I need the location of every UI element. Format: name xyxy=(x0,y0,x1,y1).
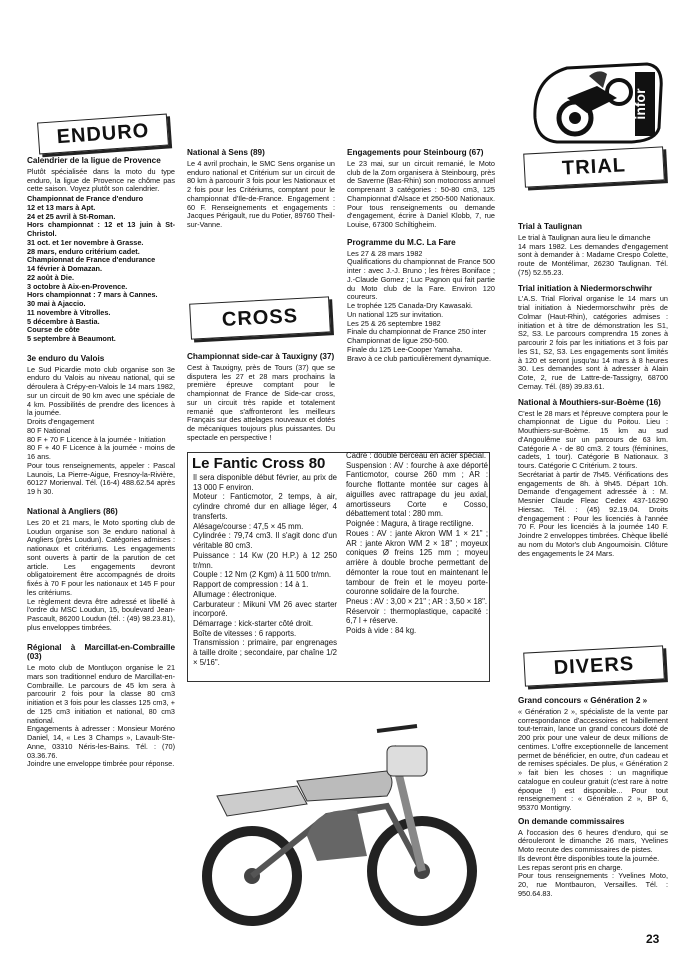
article-heading: National à Sens (89) xyxy=(187,148,265,157)
enduro-banner-label: ENDURO xyxy=(55,119,150,148)
article-text: Le trial à Taulignan aura lieu le dimanche 14 mars 1982. Les demandes d'engagement sont à demander à : Madame Crespo Colette, route de Montélimar, 26230 Taulignan. Tél. (75) 52.55.23. xyxy=(518,232,668,277)
page-number: 23 xyxy=(646,932,660,946)
cross-banner-label: CROSS xyxy=(221,304,299,331)
column-3 xyxy=(347,148,495,363)
enduro-banner xyxy=(37,114,169,155)
article-heading: Trial initiation à Niedermorschwihr xyxy=(518,283,653,293)
article-text: L'A.S. Trial Florival organise le 14 mars un trial initiation à Niedermorschwihr près de Colmar (Haut-Rhin), catégories admises : initiation et à titre de démonstration les S1, S2, S3. Le parcours comprendra 15 zones à parcourir 2 fois par les initiations et 3 fois par les S1, S2, S3. Les engagements sont limités à 120 et seront jusqu'au 14 mars à 8 heures 30. Les demandes sont à adresser à Alain Cote, 2, rue de Lattre-de-Tassigny, 68700 Cernay. Tél. (89) 39.83.61. xyxy=(518,294,668,391)
article-text: Le 23 mai, sur un circuit remanié, le Moto club de la Zorn organisera à Steinbourg, près de Saverne (Bas-Rhin) son motocross annuel comprenant 3 catégories : 50-80 cm3, 125 Championnat d'Alsace et 250-500 Nationaux. Pour tous renseignements ou demande d'engagement, écrire à Daniel Klobb, 7, rue Louise, 67300 Schiltigheim. xyxy=(347,158,495,230)
article-text: Championnat de France d'enduro 12 et 13 mars à Apt. 24 et 25 avril à St-Roman. Hors championnat : 12 et 13 juin à St-Christol. 31 oct. et 1er novembre à Grasse. 28 mars, enduro critérium cadet. Championnat de France d'endurance 14 février à Domazan. 22 août à Die. 3 octobre à Aix-en-Provence. Hors championnat : 7 mars à Cannes. 30 mai à Ajaccio. 11 novembre à Vitrolles. 5 décembre à Bastia. Course de côte 5 septembre à Beaumont. xyxy=(27,194,175,344)
column-trial xyxy=(518,222,668,558)
trial-banner xyxy=(523,146,665,187)
article-heading: Engagements pour Steinbourg (67) xyxy=(347,148,484,157)
article-text: Cest à Tauxigny, près de Tours (37) que se disputera les 27 et 28 mars prochains la première épreuve comptant pour le championnat de France de Side-car cross, sur un circuit très rapide et totalement remanié que s'affronteront les meilleurs Français sur des attelages nouveaux et dotés de mécaniques toujours plus puissantes. Du spectacle en perspective ! xyxy=(187,362,335,442)
column-cross xyxy=(187,352,335,443)
article-heading: Calendrier de la ligue de Provence xyxy=(27,156,161,165)
fantic-specs-left: Il sera disponible début février, au prix de 13 000 F environ. Moteur : Fanticmotor, 2 temps, à air, cylindre chromé dur en alliage léger, 4 transferts. Alésage/course : 47,5 × 45 mm. Cylindrée : 79,74 cm3. Il s'agit donc d'un véritable 80 cm3. Puissance : 14 Kw (20 H.P.) à 12 250 tr/mn. Couple : 12 Nm (2 Kgm) à 11 500 tr/mn. Rapport de compression : 14 à 1. Allumage : électronique. Carburateur : Mikuni VM 26 avec starter incorporé. Démarrage : kick-starter côté droit. Boîte de vitesses : 6 rapports. Transmission : primaire, par engrenages à taille droite ; secondaire, par chaîne 1/2 × 5/16". xyxy=(193,473,337,667)
article-text: Les 27 & 28 mars 1982 Qualifications du championnat de France 500 inter : avec J.-J. Bruno ; les frères Boniface ; J.-Claude Gomez ; Luc Pagnon qui fait partie du Moto club de la Fare. Environ 120 coureurs. Le trophée 125 Canada-Dry Kawasaki. Un national 125 sur invitation. Les 25 & 26 septembre 1982 Finale du championnat de France 250 inter Championnat de ligue 250-500. Finale du 125 Lee-Cooper Yamaha. Bravo à ce club particulièrement dynamique. xyxy=(347,248,495,363)
article-heading: National à Mouthiers-sur-Boème (16) xyxy=(518,397,661,407)
article-heading: National à Angliers (86) xyxy=(27,506,118,516)
column-enduro xyxy=(27,156,175,769)
article-heading: Régional à Marcillat-en-Combraille (03) xyxy=(27,642,175,662)
divers-banner-label: DIVERS xyxy=(553,652,635,679)
infor-logo xyxy=(527,58,667,146)
motorcycle-photo xyxy=(187,686,490,936)
article-text: C'est le 28 mars et l'épreuve comptera pour le championnat de Ligue du Poitou. Lieu : Mouthiers-sur-Boème. 15 km au sud d'Angoulême sur un parcours de 63 km. Catégorie A - de 80 cm3. 2 tours (féminines, cadets, 1 tour). Catégorie B Nationaux. 3 tours. Catégorie C Critérium. 2 tours. Secrétariat à partir de 7h45. Vérifications des engagements de 8h. à 9h45. Départ 10h. Demande d'engagement adressée à : M. Mesnier Claude Fleac Cedex 437-16290 Hiersac. Tél. : (45) 92.19.04. Droits d'engagement : Pour les licenciés à l'année 70 F. Pour les licenciés à la journée 140 F. Joindre 2 enveloppes timbrées. Chèque libellé au nom du Motor's club Angoumoisin. Clôture des engagements le 24 Mars. xyxy=(518,408,668,558)
article-text: Le moto club de Montluçon organise le 21 mars son traditionnel enduro de Marcillat-en-Combraille. Le parcours de 45 km sera à parcourir 2 fois pour la classe 80 cm3 initiation et 3 fois pour les classes 125 cm3, + de 125 cm3 initiation et national, 80 cm3 national. Engagements à adresser : Monsieur Moréno Daniel, 14, « Les 3 Champs », Lavault-Ste-Anne, 03310 Néris-les-Bains. Tél. : (70) 03.36.76. Joindre une enveloppe timbrée pour réponse. xyxy=(27,663,175,769)
article-text: « Génération 2 », spécialiste de la vente par correspondance d'accessoires et habillement tout-terrain, lance un grand concours doté de 200 prix pour une valeur de deux millions de centimes. L'offre exceptionnelle de lancement permet de bénéficier, en outre, d'un cadeau et de remises spéciales. De plus, « Génération 2 » fait bien les choses : un magnifique catalogue en couleur gratuit (c'est rare à notre époque !) est disponible... Pour tout renseignement : « Génération 2 », BP 6, 95370 Montigny. xyxy=(518,706,668,813)
column-divers xyxy=(518,696,668,899)
divers-banner xyxy=(523,645,665,686)
article-text: Plutôt spécialisée dans la moto du type enduro, la ligue de Provence ne chôme pas cette saison. Voyez plutôt son calendrier. xyxy=(27,166,175,194)
article-heading: Grand concours « Génération 2 » xyxy=(518,696,648,705)
fantic-specs-right: Cadre : double berceau en acier spécial. Suspension : AV : fourche à axe déporté Fanticmotor, course 260 mm ; AR : fourche flottante montée sur cages à aiguilles avec rattrapage du jeu axial, amortisseurs Corte e Cosso, débattement total : 280 mm. Poignée : Magura, à tirage rectiligne. Roues : AV : jante Akron WM 1 × 21" ; AR : jante Akron WM 2 × 18" ; moyeux coniques Ø freins 125 mm ; moyeu arrière à double broche permettant de démonter la roue tout en maintenant le tambour de frein et le moyeu porte-couronne solidaire de la fourche. Pneus : AV : 3,00 × 21" ; AR : 3,50 × 18". Réservoir : thermoplastique, capacité : 6,7 l + réserve. Poids à vide : 84 kg. xyxy=(346,451,488,636)
article-text: Le Sud Picardie moto club organise son 3e enduro du Valois au niveau national, qui se déroulera à Crépy-en-Valois le 14 mars 1982, sur un circuit de 90 km avec une spéciale de 4 km. Possibilités de prendre des licences à la journée. Droits d'engagement 80 F National 80 F + 70 F Licence à la journée - Initiation 80 F + 40 F Licence à la journée - moins de 16 ans. Pour tous renseignements, appeler : Pascal Launois, La Pierre-Aigue, Fresnoy-la-Rivière, 60127 Morienval. Tél. (16-4) 488.62.54 après 19 h 30. xyxy=(27,364,175,497)
column-2 xyxy=(187,148,335,230)
article-heading: Trial à Taulignan xyxy=(518,222,582,231)
article-text: A l'occasion des 6 heures d'enduro, qui se dérouleront le dimanche 26 mars, Yvelines Moto recrute des commissaires de pistes. Ils devront être disponibles toute la journée. Les repas seront pris en charge. Pour tous renseignements : Yvelines Moto, 20, rue Montbauron, Versailles. Tél. : 950.64.83. xyxy=(518,827,668,898)
article-heading: On demande commissaires xyxy=(518,816,625,826)
article-heading: Championnat side-car à Tauxigny (37) xyxy=(187,352,335,361)
article-text: Les 20 et 21 mars, le Moto sporting club de Loudun organise son 3e enduro national à Angliers (près Loudun). Catégories admises : nationaux et critériums. Les engagements sont ouverts à partir de la parution de cet article. Les engagements devront obligatoirement être accompagnés de droits fixés à 70 F pour les nationaux et 145 F pour les critériums. Le règlement devra être adressé et libellé à l'ordre du MSC Loudun, 15, boulevard Jean-Pascault, 86200 Loudun (tél. : (49) 98.23.81), plus enveloppes timbrées. xyxy=(27,517,175,632)
article-heading: Programme du M.C. La Fare xyxy=(347,237,456,247)
article-text: Le 4 avril prochain, le SMC Sens organise un enduro national et Critérium sur un circuit de 80 km à parcourir 3 fois pour les Nationaux et 2 fois pour les Critériums, comptant pour le championnat d'Ile-de-France. Engagement : 60 F. Renseignements et engagements : Jacques Périgault, rue du Potier, 89760 Theil-sur-Vanne. xyxy=(187,158,335,230)
trial-banner-label: TRIAL xyxy=(561,153,627,180)
fantic-title: Le Fantic Cross 80 xyxy=(192,455,326,472)
logo-text: infor xyxy=(632,88,648,120)
cross-banner xyxy=(189,296,331,339)
article-heading: 3e enduro du Valois xyxy=(27,353,105,363)
fantic-specs-box xyxy=(187,452,490,682)
